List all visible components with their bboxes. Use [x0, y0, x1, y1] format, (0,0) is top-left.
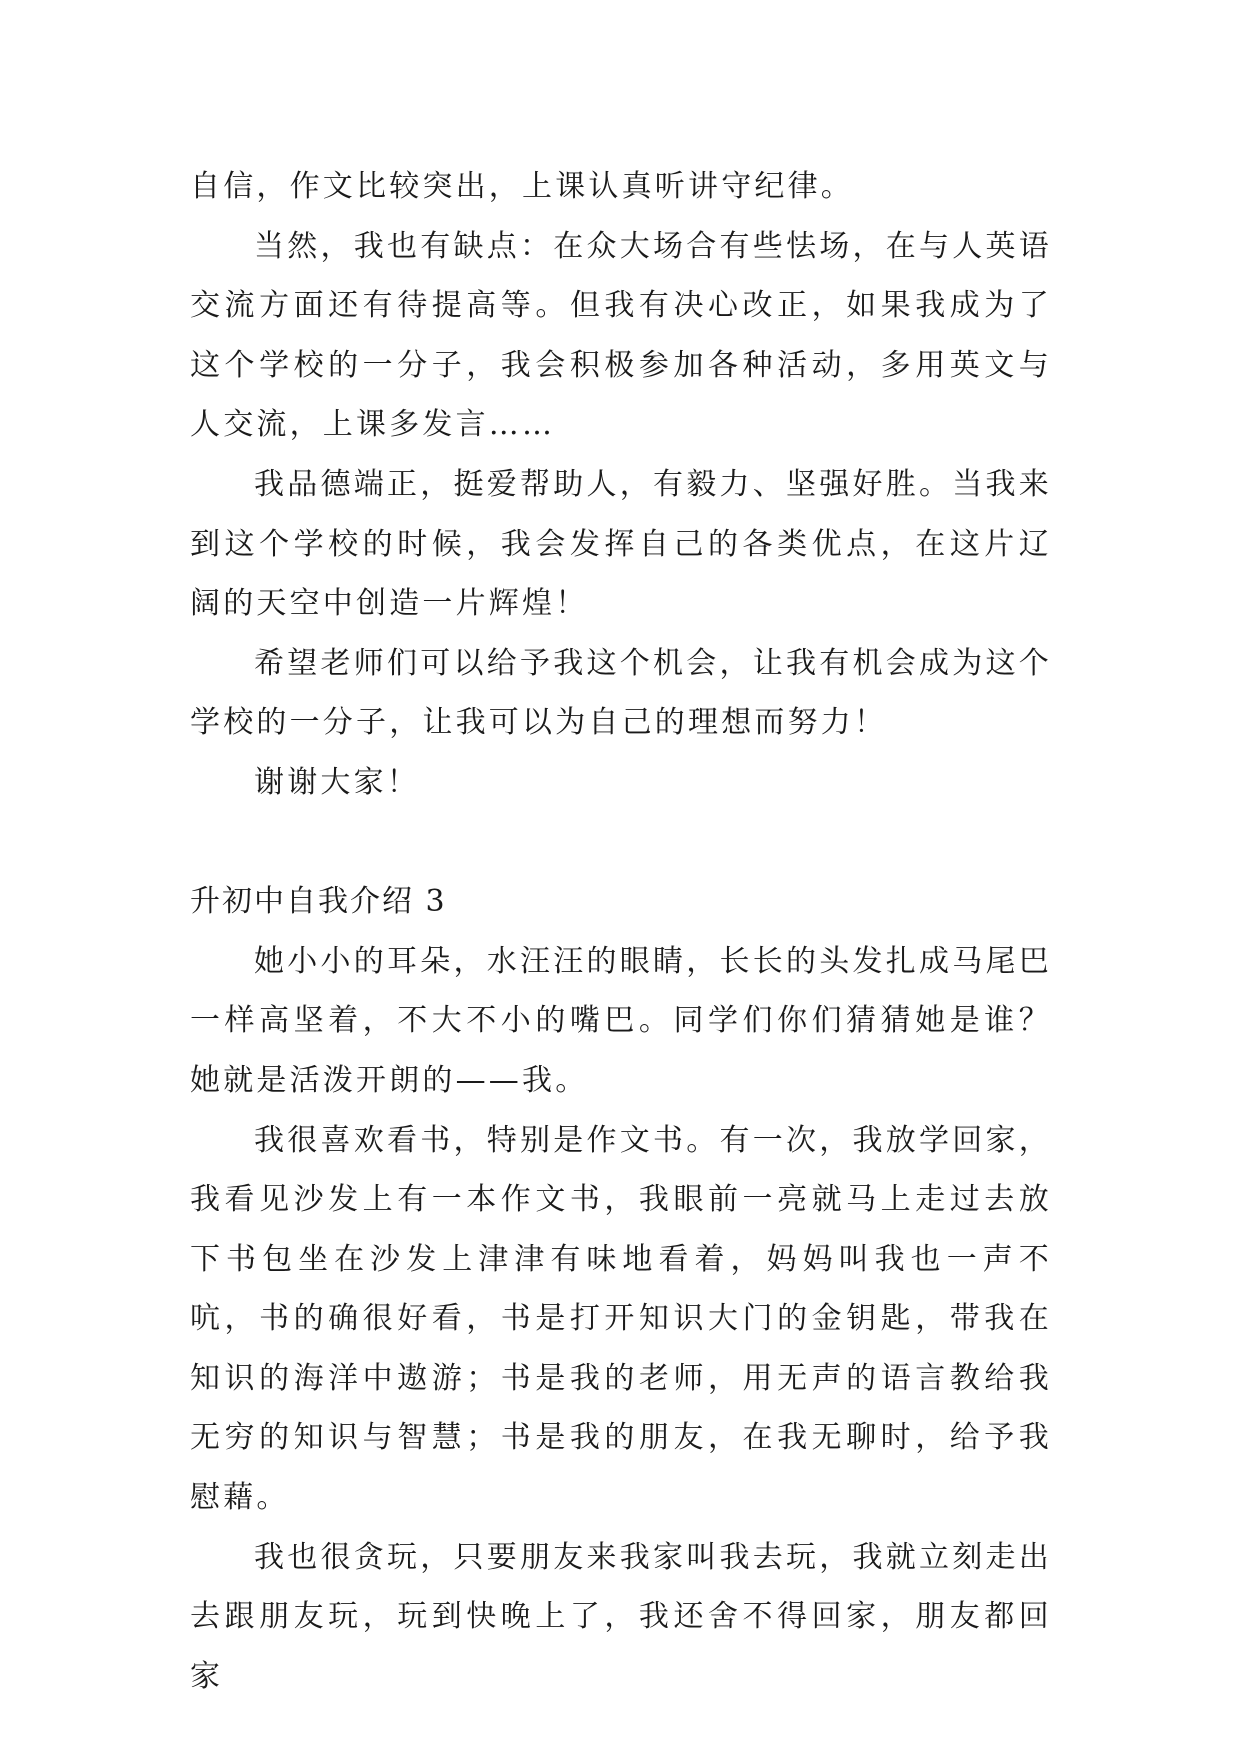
- section-title: 升初中自我介绍 3: [190, 884, 447, 920]
- thanks-paragraph: 谢谢大家！: [254, 764, 420, 800]
- continuation-paragraph: 自信，作文比较突出，上课认真听讲守纪律。: [190, 169, 854, 204]
- shortcomings-paragraph: 当然，我也有缺点：在众大场合有些怯场，在与人英语交流方面还有待提高等。但我有决心改正，如果我成为了这个学校的一分子，我会积极参加各种活动，多用英文与人交流，上课多发言……: [190, 228, 1052, 443]
- appearance-paragraph: 她小小的耳朵，水汪汪的眼睛，长长的头发扎成马尾巴一样高坚着，不大不小的嘴巴。同学们你们猜猜她是谁？她就是活泼开朗的——我。: [190, 943, 1052, 1098]
- character-paragraph: 我品德端正，挺爱帮助人，有毅力、坚强好胜。当我来到这个学校的时候，我会发挥自己的各类优点，在这片辽阔的天空中创造一片辉煌！: [190, 466, 1052, 622]
- play-paragraph: 我也很贪玩，只要朋友来我家叫我去玩，我就立刻走出去跟朋友玩，玩到快晚上了，我还舍不得回家，朋友都回家: [190, 1539, 1052, 1694]
- reading-paragraph: 我很喜欢看书，特别是作文书。有一次，我放学回家，我看见沙发上有一本作文书，我眼前一亮就马上走过去放下书包坐在沙发上津津有味地看着，妈妈叫我也一声不吭，书的确很好看，书是打开知识大门的金钥匙，带我在知识的海洋中遨游；书是我的老师，用无声的语言教给我无穷的知识与智慧；书是我的朋友，在我无聊时，给予我慰藉。: [190, 1122, 1052, 1516]
- hope-paragraph: 希望老师们可以给予我这个机会，让我有机会成为这个学校的一分子，让我可以为自己的理想而努力！: [190, 645, 1052, 741]
- section-spacer: [190, 813, 1052, 873]
- document-body: [190, 157, 1052, 1706]
